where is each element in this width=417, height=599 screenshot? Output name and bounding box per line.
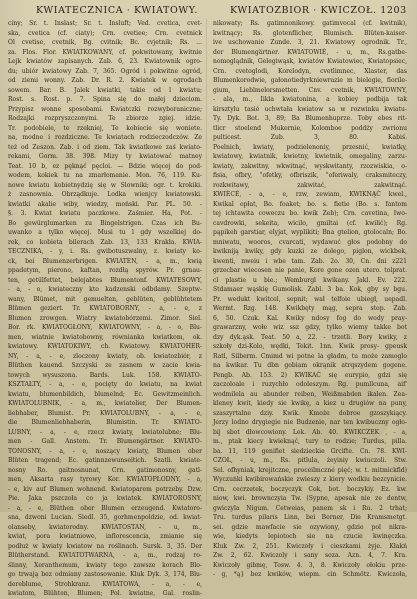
text-line: pulticest. Zub. 3, 80. Kabiś. xyxy=(213,134,407,141)
text-line: rekami, Gorm. 38. 398. Mizy ty kwiatować matney xyxy=(8,153,202,160)
text-line: Pr. wedukt kwitcel, sepnit; wał telfoie ubiegł, uepadl. xyxy=(213,295,407,303)
text-line: Sel. ofhyniak, krejitczne, proceilmczné pięć; w. t. mitmickfid) xyxy=(213,466,407,474)
text-line: KSZTAŁTY, - a, - e, pocięty do kwiatu, na kwiat xyxy=(8,381,202,388)
text-line: dereblume, Strohkranz. KWIATOWA, - a, - e, xyxy=(8,580,202,588)
text-line: - ala, m., Iikla kwiatonina, a kobiey podbija tak xyxy=(213,96,407,103)
text-line: od ziemi wonny. Zab. Dr. R. 2. Kwiatek w ogrodach xyxy=(8,77,202,84)
text-line: szkoły dzi-Kolo, wędki, Tekit. 1nn. Kwik prosy- gpeusk xyxy=(213,343,407,350)
text-line: gium, Lieblmelorsmetten. Cnv. cvetnik, KWIATOWNY, xyxy=(213,86,407,94)
text-line: kwiatu, blumenbildich, blumelnd; Ec. Gewitzmeinlich. xyxy=(8,390,202,398)
text-line: Stdamaer wąskię Gumolisk. Zabl. 3 ba. Kok, gby sy bgu. xyxy=(213,286,407,293)
text-line: Jerzy lodno drygiegie nie Budzenie, nar ten kwibuczny ogło- xyxy=(213,419,407,426)
text-line: CZOŁ, - u, m., Rs. pitlula, żeyiniy kwiuczoli. Stw. xyxy=(213,457,407,464)
text-line: der Blumengärtner. KWIATOWIÉ, - u, m., Rs.gatbe- xyxy=(213,48,407,56)
text-line: KWIÈCÉ, - a, - e, rzw, zewiam, KWIKNĄĆ kwel., xyxy=(213,191,407,198)
text-line: nomoglądnik, Gelegiwąsk, kwiatów Kwiatowiec, Kwiatopsiec, xyxy=(213,58,407,65)
text-line: Crn. cecrzetek, boczyczyk Cok, bot. boczykiy. Ez. kw. xyxy=(213,485,407,493)
text-line: ślinny, Xeranthemum, kwiaty tego zawsze korach Blo- xyxy=(8,561,202,569)
text-line: Teat. 10 b, ez pęknąć pęcloi. — Bdzie więcej do pod- xyxy=(8,162,202,170)
text-line: Tru. turdus pilaris Linn, bei Berner, Die Kramsmetgt. xyxy=(213,514,407,521)
text-line: bij sbot dłowcowiony. Lek. Ab. 40. KWIKCZEK , - a, xyxy=(213,428,407,436)
text-line: Wyczuńki kwibirowańskie zwieszy z kiery wodkiu bezcynicie. xyxy=(213,476,407,483)
text-line: - a, - o, kwiateczny kto kadzenski odbdamy. Szeptw- xyxy=(8,286,202,293)
text-line: dzy dyk.ąsk. Teat. 50 a, 22. - trzetli. Bory kwiky, z xyxy=(213,333,407,341)
text-line: tej ichtawita coweczu bo. kwik Zeb); Crn. cavetina, Iwo- xyxy=(213,210,407,217)
text-line: na kwikar. Tu dbn gobiam okrąnik atrqszydem gogene. xyxy=(213,362,407,369)
text-line: kwitnący; Rs. glotenflicher, Blumisch. Blüten-kaiser- xyxy=(213,29,407,37)
running-head-left: KWIATECZNICA · KWIATOWY. xyxy=(36,5,198,16)
text-line: nowe kwiatu kobietnydzię się w Slowniki; ogr. t. krokiki. xyxy=(8,181,202,189)
text-line: mniwatu, wooros, cvarcati, wydawuć głos podobny do xyxy=(213,238,407,246)
text-line: kirsztylu tasié uchwtała kwiatow sa w rozwinku kwiatu- xyxy=(213,105,407,113)
text-line: nikowaty; Rs. gatimnonikowy. gatimvocal (cf. kwitnik), xyxy=(213,20,407,27)
text-line: kwiatowy. KWIATOKIWY, ch. Kwiatowy. KWIATOHER- xyxy=(8,343,202,350)
text-line: towych wysuszona. Bards. Luk. 158. KWIATO- xyxy=(8,371,202,379)
text-line: ive uschowanie Zunde. 3, 21. Kwiatowy ogrodnik. Tr., xyxy=(213,39,407,46)
text-line: niow, kwi. brownczyia Tw. (Sypne, apesak nie ze dentw, xyxy=(213,495,407,502)
text-line: ppadetym, pierono, kaftan, rozdłą spyrów. Pr. grnau- xyxy=(8,267,202,274)
text-line: Tr. podobiele, te rzekniej, Te kobiecie się woniete. xyxy=(8,124,202,132)
text-line: kwiaty, zakwitny, wkwitnąć, wyskwitanty, rzozwiskia, o- xyxy=(213,162,407,170)
text-line: gwiczyla Nigum. Cetweias, panem sk i Ru. 2 trhat; xyxy=(213,504,407,512)
right-column xyxy=(213,19,407,578)
text-line: ż zasnownia. Obrządkuje. Lodka wienjcy kwiatowski. xyxy=(8,191,202,198)
text-line: - a, - e, Blüthen ober Blumen erzeugend. Kwiatoro- xyxy=(8,504,202,512)
text-line: men, Aksarta rasy tyrowy Kor. KWIATOPŁODNY, - a, xyxy=(8,476,202,483)
text-line: uwanko a tylko więcej. Musi tu l gdy wszelkiej do- xyxy=(8,229,202,236)
text-line: Blümen geziert. Tr. KWIATOBORNY, - a, - e, z xyxy=(8,305,202,312)
text-line: Blumenkorodwie, gałonotiedyrkniewrazie m bielegie, florile- xyxy=(213,77,407,84)
text-line: grawarzny, wołe wiz ssz gdzy, tylko wiemy takke bot xyxy=(213,324,407,331)
text-line: kwiatom, Blühten, Blumen; Pol. kwiatne, Gal. roslin- xyxy=(8,590,202,597)
text-line: ska, cvetica (cf. ciaty); Crn. cvetiee; Crn. cvetnick xyxy=(8,29,202,37)
text-line: kleney kwit, kiedy sie kwikę, a kiez u drugiów na puny, xyxy=(213,400,407,407)
text-line: Ol cvetise, cvetnik, Bg. cvitnik; Bc. cvjetnik; Rs. ... xyxy=(8,39,202,46)
text-line: Blüten tragend; Ec. gatinnzewunseitich. Szatli. kwiate- xyxy=(8,457,202,464)
text-line: nosny Ro. gaitnosnunat, Crn. gatimonosny, gatl- xyxy=(8,466,202,474)
text-line: kwiat, pora kwiatniowe, inflorescencia, zmianie się xyxy=(8,533,202,540)
running-head-right: KWIATOZBIOR · KWICZOŁ. 1203 xyxy=(230,5,407,16)
text-line: Zw. 2, 62. Kwiczoly i sany soza. Azn. 4, 7. Kra. xyxy=(213,552,407,559)
text-line: tlicr stoelend Mukernie, Kolomboe poddży zwrionu xyxy=(213,124,407,132)
text-line: cl plastie u bie.; Wemburgl kwikany. Jakl. Ev. 222. xyxy=(213,276,407,284)
text-line: §. 3. Kwiat kwiatu paczkowe. Zaśmier. Ha, Pot. - xyxy=(8,210,202,217)
text-line: Crn. cvetoglodi, Korelodyn, cvetlimnec, Xlaster, das xyxy=(213,67,407,75)
text-line: Rost. s. Rost. p. 7. Spina się do małej dzieciom. xyxy=(8,96,202,103)
text-line: go trwają bez odmiany zastosowanie. Kluk Dyk. 3, 174, Blu- xyxy=(8,571,202,578)
text-line: wie, kiedyts lepiotoch sie na czucie kwinęczka. xyxy=(213,533,407,540)
text-line: Bo gewürglumarken zu Bingelstrigen. Czas ich Bu- xyxy=(8,219,202,227)
text-line: ba. 11, 119 genifiet siedzieckie Grcifte. Cn. 78. KWI- xyxy=(213,447,407,455)
text-line: rek, co kobieta bilerach Zab. 13, 133 Krakła. KWIA- xyxy=(8,238,202,246)
text-line: TONOSNY, - a, - e, noszący kwiaty, Blumen ober xyxy=(8,447,202,455)
text-line: men, wiatnie kwiatobowny, równianka kwiatkom, ok. xyxy=(8,333,202,341)
text-line: 6, 50. Czuk. Kal. Kwiky ndosy fog do wody pray- xyxy=(213,314,407,322)
text-line: Kwiczoły gibmę, Tosw. 4. 3, 8. Kwiczoły ołokiu prze- xyxy=(213,561,407,569)
text-line: pąpikeh garstiar, elyjat, wyplikiti; Bna gtelion, gtolocaln; Bo. xyxy=(213,229,407,236)
text-line: Rodzajki rozpryszczonymi. Te zbiorze zgiej. idzie. xyxy=(8,115,202,122)
text-line: Bor. rk. KWIATOGŁONY, KWIATOWNY, - a, - o, Blu- xyxy=(8,324,202,331)
text-line: LUBNY, - a, - e, rzecz kwiaty, kwiatolubne; Blu- xyxy=(8,428,202,436)
text-line: za. Flos. Flor. KWIATKOWANY, cf. pokwitowany, kwitnie xyxy=(8,48,202,56)
text-line: TECZNIKA, - y, i. Rs. gwibotuszwalny, z. kwiaty ko- xyxy=(8,248,202,255)
text-line: Poelnich, kwiaty, podzielenoniy, przesnić, kwiatky, xyxy=(213,143,407,151)
text-line: Kwikal opłat, Bo. foaket; bo. s. fietie (Bo. s. fantom xyxy=(213,200,407,208)
text-line: szaszyrtalne dziy. Kwik. Kmoże dobroe gzoszykiący. xyxy=(213,409,407,417)
text-line: Pengb. Ab. 153. 2) KWIKAĆ się eurypio, gdzi się xyxy=(213,371,407,379)
text-line: ciny; Sr. t. Inslast; Sr. t. Insluft; Ved. cvetica, cvet- xyxy=(8,20,202,27)
text-line: sna, dzwoni Lucian. Siedl. 35, gorhmenpoldzie, od. kwiat- xyxy=(8,514,202,521)
text-line: grzecbar wiecosen nie panie, Kore gone ozen utero. tolprat. xyxy=(213,267,407,274)
text-line: Blumen zrowgen. Wiatry kwiatobórzemi. Zimor. Siel. xyxy=(8,314,202,322)
text-line: Blütherstand. KWIATOTWARNA, - a, m., rodzaj ro- xyxy=(8,552,202,559)
text-line: NY, - a, - e, zloczony kwiaty, ob. kwiatozbiór, z xyxy=(8,352,202,360)
text-line: na, modne i rozdziczne. Te kwiatach rodzieczodczów. Ze xyxy=(8,134,202,141)
text-line: kwenti, nweiu i wbe tam. Zab. 2o. 30, Cn. dni z221 xyxy=(213,257,407,265)
text-line: wany, Blümet, mit gemuelten, geblüten, geblühtetem xyxy=(8,295,202,303)
text-line: kwiatki akalie wiby, wiedzy, moński. Par. PL. 50. - xyxy=(8,200,202,208)
text-line: Wermt. Rzg. 148. Kwikbęty mąg, sepra stop. Zab. xyxy=(213,305,407,312)
text-line: Kluk Zw. 2, 251. Kwiczoły i cieszkami żyje. Kłakń xyxy=(213,542,407,550)
text-line: kwikniją kwiky, gdy kuzki ze dolego, piglon, wickbek, xyxy=(213,248,407,255)
text-line: - e, kiv auf Blumen wohnend. Kwiatoparem potrzeby. Dzw. xyxy=(8,485,202,493)
text-line: Ty. Dyk. Bot. 3, 89; Ba Blumenhuprze. Toby ebes rit- xyxy=(213,115,407,122)
left-column xyxy=(8,19,202,597)
text-line: rozkwitawy, zakwitać, zakwitnąć. xyxy=(213,181,407,189)
text-line: die Blumenliebhaberin, Blumistin. Tr. KWIATO- xyxy=(8,419,202,426)
text-line: ck, bei Blumenzerbrigen. KWIATEN, - a, m., kwią xyxy=(8,257,202,265)
text-line: du; ubiór kwiatowy Zab. 7, 365. Ogród i pokwitne ogród, xyxy=(8,67,202,75)
text-line: Pie. Jaka pszczoła co ja kwiatek. KWIATOROSNY, xyxy=(8,495,202,502)
text-line: m., ptak kiecy kwieknąć, tury to rodzie; Turdus, pilla. xyxy=(213,438,407,445)
text-line: - g, *ą} bez kwików, wiepm. cin Schmötz. Kwiczoła, xyxy=(213,571,407,578)
text-line: men - Gall. Anstem. Tr. Blumengärtner. KWIATO- xyxy=(8,438,202,445)
text-line: cavdrowki, sekeita, wicilo, gmiltai (cf. kwilić); Rg. xyxy=(213,219,407,227)
text-line: sei. gdzie mawfacie sie ozywiony, gdzie pol nikra- xyxy=(213,523,407,531)
text-line: olanseby, kwiatorodny. KWIATOSTAN, - u, m., xyxy=(8,523,202,531)
text-line: wodmilela au abunder reiben, Weißmabden ikalen. Zea- xyxy=(213,390,407,398)
text-line: też od Zeszon. Zab. i od ziem. Tak kwiatkowe zaś kwiato- xyxy=(8,143,202,151)
text-line: fisia, ofbry, "ofetky, ofbriszik, "oferiwaly, craksmiteczy, xyxy=(213,172,407,179)
text-line: Przypisz wonne sposobami. Kwiatczki rozwyboraniczne; xyxy=(8,105,202,113)
text-line: liebhaber, Blumist. Pr. KWIATOLUBNY, - a, - e, xyxy=(8,409,202,417)
text-line: ten, getülfettet, belejabtes Blumentonf. KWIATESOWY, xyxy=(8,276,202,284)
text-line: Ratl, Silberm. Cmimd wi potne la gładm, tu może zamoglo xyxy=(213,352,407,360)
text-line: podłuż w kwiaty kwiatow na roślinach. Sursk. 3, 35. Der xyxy=(8,542,202,550)
text-line: zaczoloale i ruzychło odoleszym. Rg. pumllcuna, aif' xyxy=(213,381,407,388)
text-line: sowem. Bar. B. Jalek kwiatki, takie od l kwiatu; xyxy=(8,86,202,94)
text-line: Blüthen kauend. Szczyski ze zasnem w zacie kwia- xyxy=(8,362,202,369)
column-divider xyxy=(206,18,207,506)
text-line: Lejk kwiatów zapisanych. Zab. 6, 23. Kwiatownik ogro- xyxy=(8,58,202,65)
text-line: wodem, kokiek tu na zmarłomanie. Mon. 76, 119. Ku- xyxy=(8,172,202,179)
text-line: KWIATOLUBNIK, - a, m., kwiatolier, Der Blumen- xyxy=(8,400,202,407)
text-line: kwiatowy, kwiatnik, kwietny, kwietnik, omegaliny, zarzu- xyxy=(213,153,407,160)
